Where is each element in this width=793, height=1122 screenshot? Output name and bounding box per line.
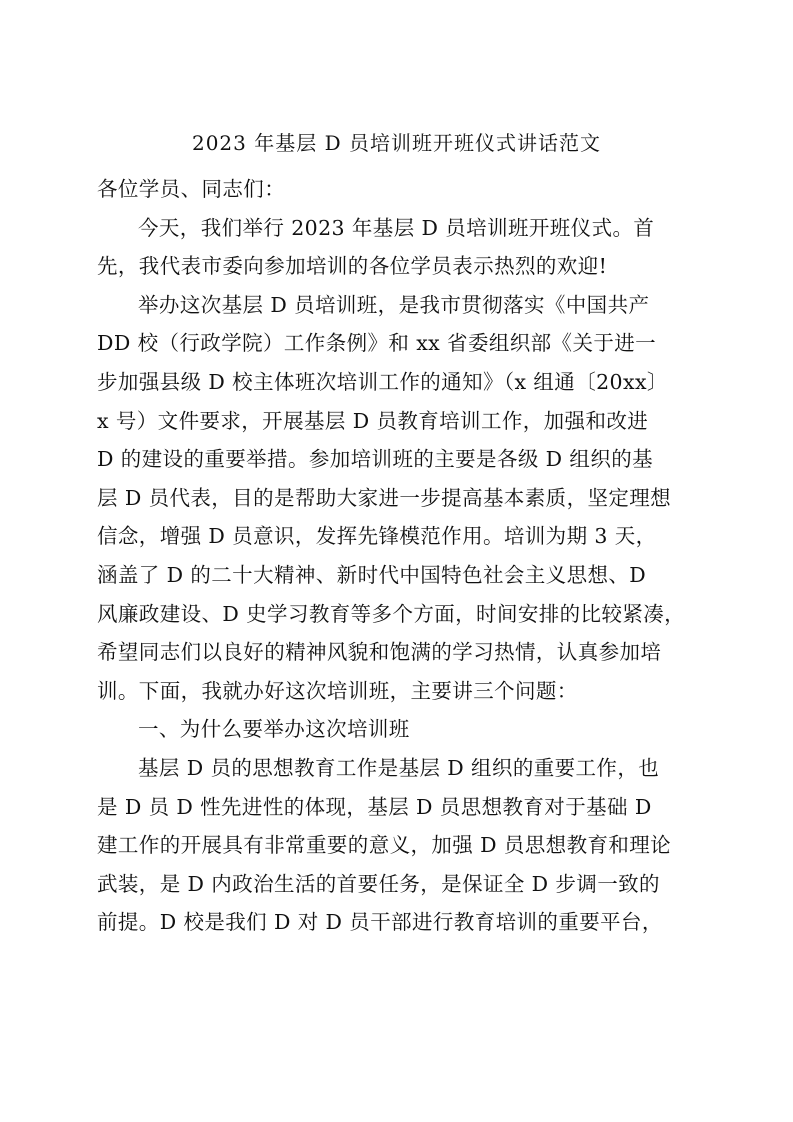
text-line: 是 D 员 D 性先进性的体现，基层 D 员思想教育对于基础 D <box>97 794 652 819</box>
text-line: 建工作的开展具有非常重要的意义，加强 D 员思想教育和理论 <box>97 833 672 858</box>
text-line: 今天，我们举行 2023 年基层 D 员培训班开班仪式。首 <box>138 215 655 240</box>
text-line: 步加强县级 D 校主体班次培训工作的通知》（x 组通〔20xx〕 <box>97 369 668 394</box>
text-line: 风廉政建设、D 史学习教育等多个方面，时间安排的比较紧凑， <box>97 601 686 626</box>
text-line: 涵盖了 D 的二十大精神、新时代中国特色社会主义思想、D <box>97 562 647 587</box>
text-line: 基层 D 员的思想教育工作是基层 D 组织的重要工作，也 <box>138 755 660 780</box>
text-line: DD 校（行政学院）工作条例》和 xx 省委组织部《关于进一 <box>97 331 657 356</box>
document-body <box>97 170 697 942</box>
text-line: 先，我代表市委向参加培训的各位学员表示热烈的欢迎! <box>97 254 608 279</box>
text-line: 举办这次基层 D 员培训班，是我市贯彻落实《中国共产 <box>138 292 650 317</box>
text-line: 各位学员、同志们： <box>97 177 286 201</box>
text-line: 希望同志们以良好的精神风貌和饱满的学习热情，认真参加培 <box>97 640 662 665</box>
text-line: 层 D 员代表，目的是帮助大家进一步提高基本素质，坚定理想 <box>97 485 672 510</box>
text-line: 一、为什么要举办这次培训班 <box>138 717 410 742</box>
text-line: 前提。D 校是我们 D 对 D 员干部进行教育培训的重要平台， <box>97 910 663 935</box>
text-line: 信念，增强 D 员意识，发挥先锋模范作用。培训为期 3 天， <box>97 524 657 549</box>
text-line: x 号）文件要求，开展基层 D 员教育培训工作，加强和改进 <box>97 408 649 433</box>
text-line: 武装，是 D 内政治生活的首要任务，是保证全 D 步调一致的 <box>97 871 660 896</box>
text-line: D 的建设的重要举措。参加培训班的主要是各级 D 组织的基 <box>97 447 654 472</box>
text-line: 训。下面，我就办好这次培训班，主要讲三个问题： <box>97 678 578 703</box>
document-title: 2023 年基层 D 员培训班开班仪式讲话范文 <box>191 131 601 155</box>
